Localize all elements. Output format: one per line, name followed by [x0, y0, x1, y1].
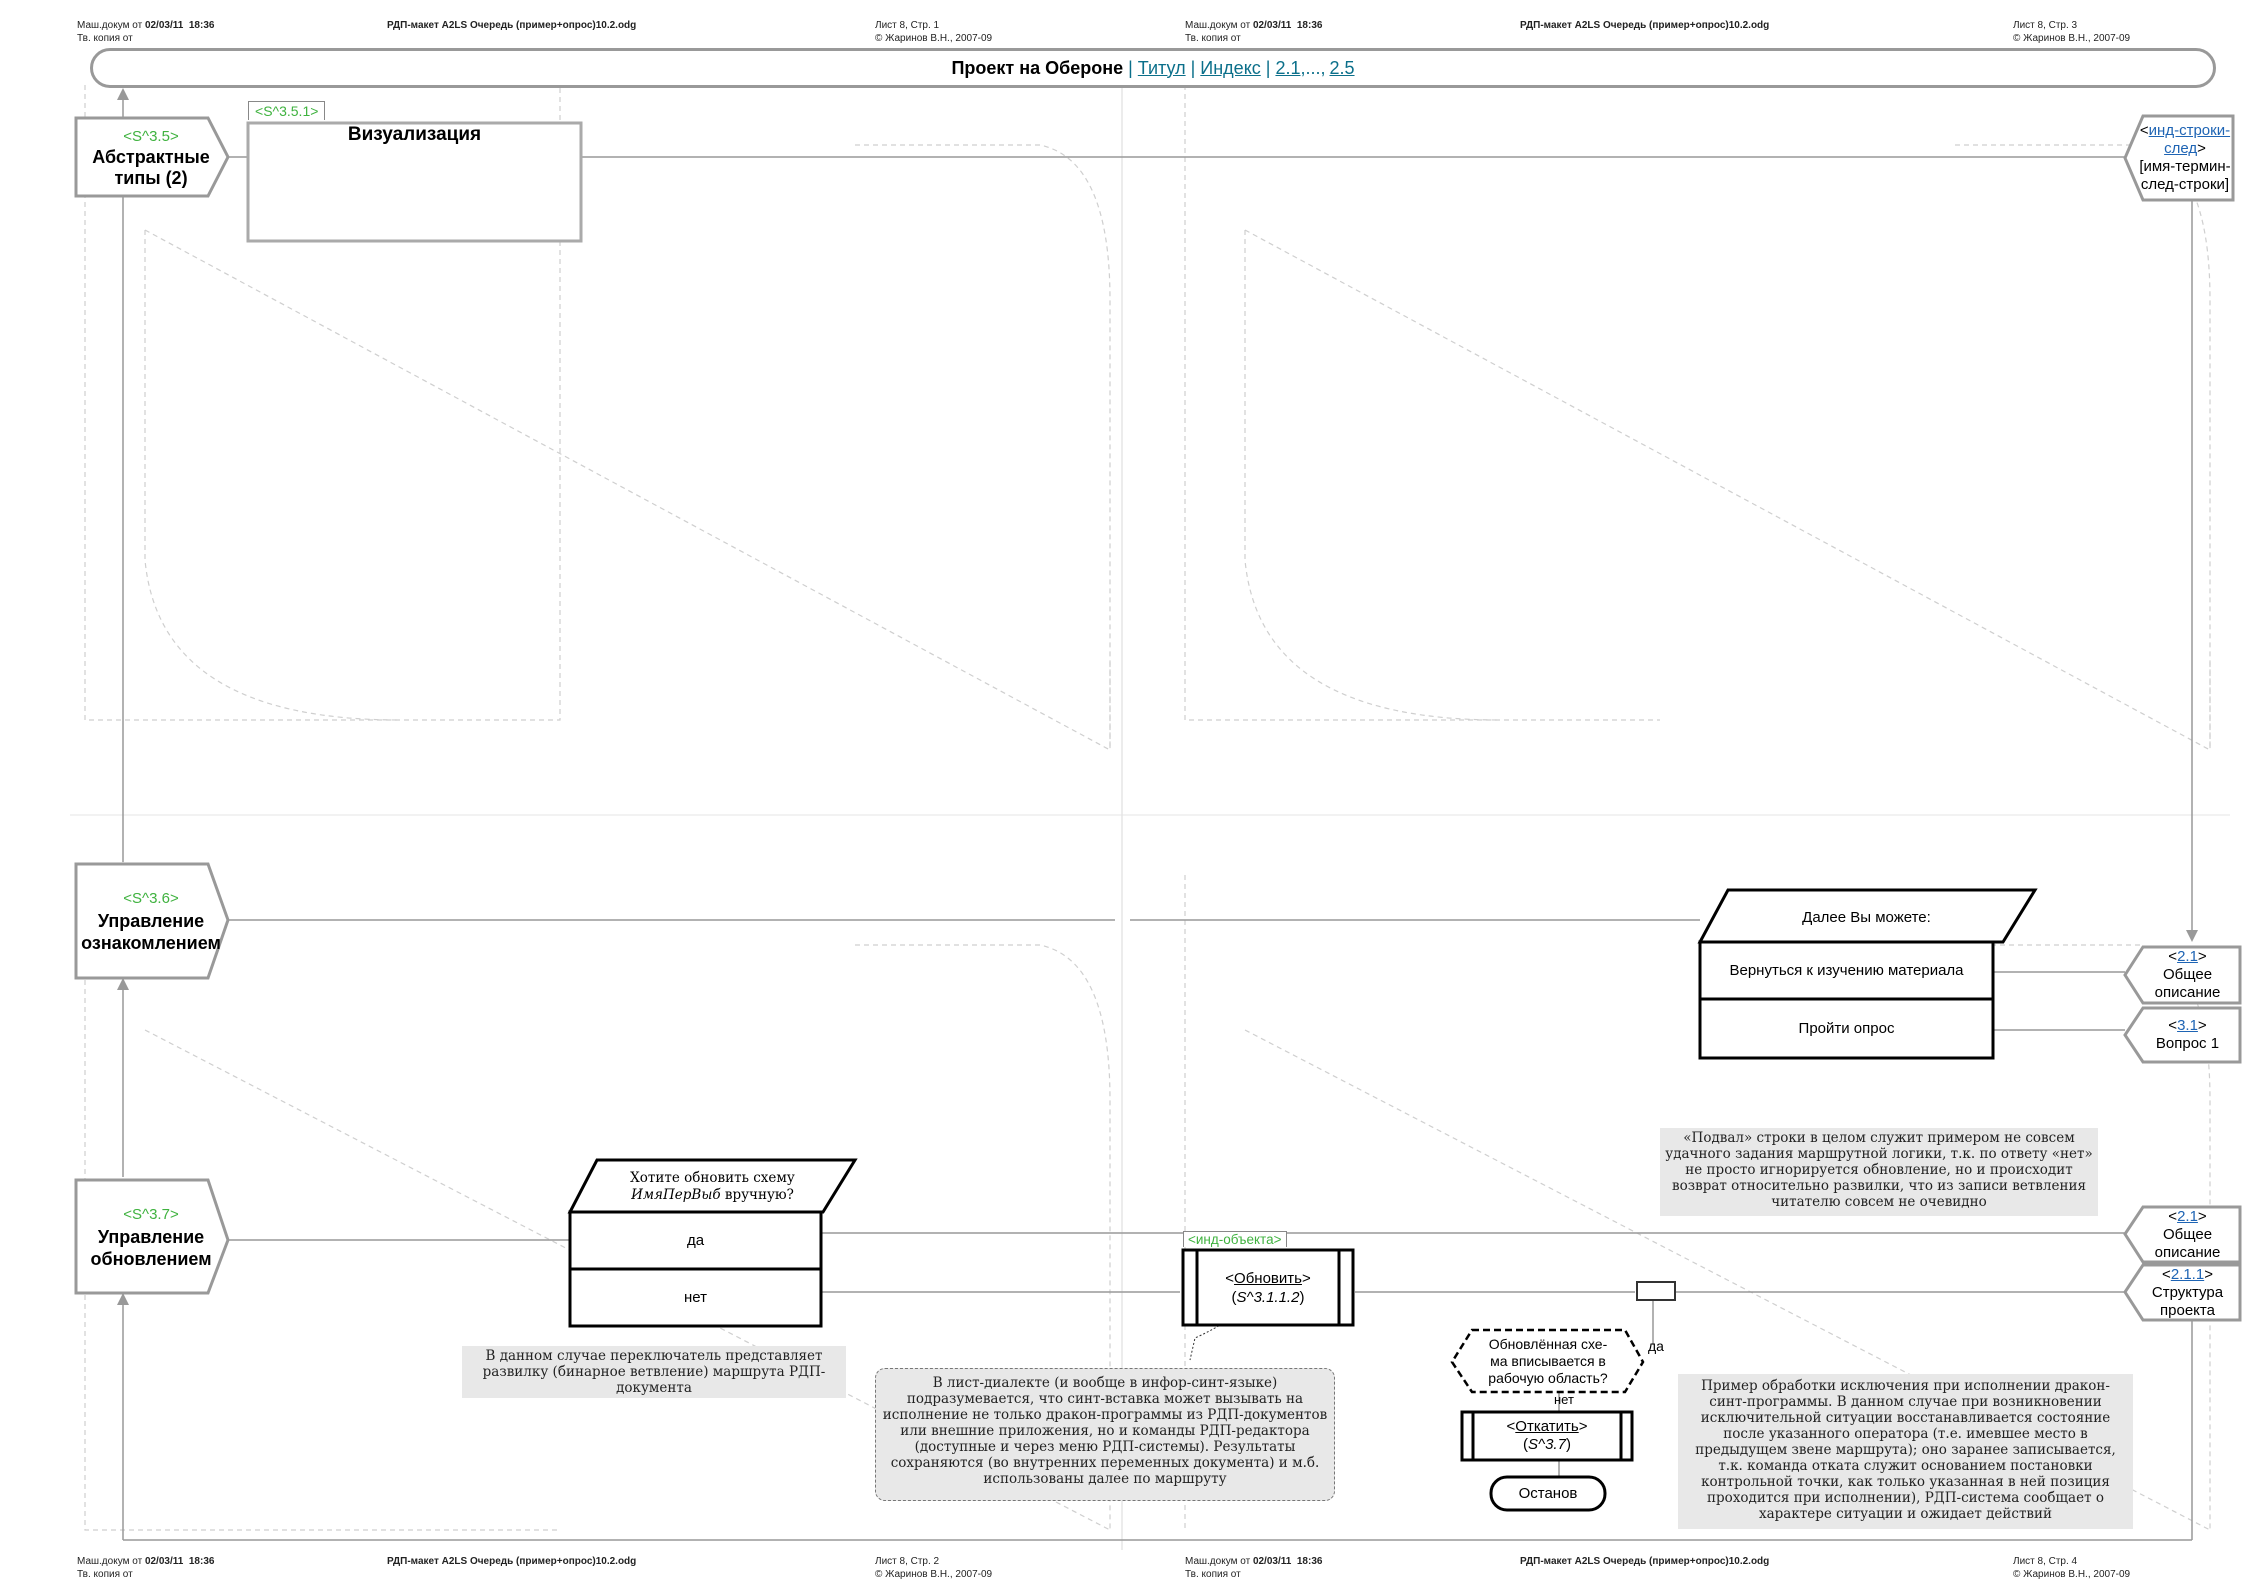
footer-left: Маш.докум от 02/03/11 18:36 Тв. копия от	[77, 1556, 215, 1580]
rollback-action[interactable]: <Откатить> (S^3.7)	[1506, 1418, 1588, 1453]
page-title: Проект на Обероне	[951, 57, 1124, 78]
header-top-mid: Маш.докум от 02/03/11 18:36 Тв. копия от	[1185, 20, 1323, 44]
footer-file-2: РДП-макет A2LS Очередь (пример+опрос)10.2.odg	[387, 1556, 637, 1567]
check-fit-question: Обновлённая схе- ма вписывается в рабочую область?	[1488, 1335, 1608, 1386]
title-bar: Проект на Обероне | Титул | Индекс | 2.1 ,..., 2.5	[90, 48, 2216, 88]
nav-familiarization[interactable]: <S^3.6> Управление ознакомлением	[81, 890, 221, 953]
header-file-1: РДП-макет A2LS Очередь (пример+опрос)10.2.odg	[387, 20, 637, 31]
footer-sheet-4: Лист 8, Стр. 4 © Жаринов В.Н., 2007-09	[2013, 1556, 2131, 1580]
question-yes[interactable]: да	[686, 1232, 705, 1249]
nav-question-1[interactable]: <3.1> Вопрос 1	[2155, 1017, 2220, 1052]
vis-tag: <S^3.5.1>	[248, 101, 325, 120]
switch-note: В данном случае переключатель представляет развилку (бинарное ветвление) маршрута РДП-документа	[462, 1346, 846, 1398]
footer-note: «Подвал» строки в целом служит примером не совсем удачного задания маршрутной логики, т.к. по ответу «нет» не просто игнорируется обновление, но и происходит возврат относительно развилки, что из записи ветвления читателю совсем не очевидно	[1660, 1128, 2098, 1216]
question-header: Хотите обновить схему ИмяПерВыб вручную?	[630, 1170, 795, 1203]
header-top-left: Маш.докум от 02/03/11 18:36 Тв. копия от	[77, 20, 215, 44]
footer-mid: Маш.докум от 02/03/11 18:36 Тв. копия от	[1185, 1556, 1323, 1580]
stop-terminator: Останов	[1518, 1485, 1578, 1502]
vis-title: Визуализация	[347, 124, 482, 145]
footer-sheet-2: Лист 8, Стр. 2 © Жаринов В.Н., 2007-09	[875, 1556, 993, 1580]
link-2-1[interactable]: 2.1	[1275, 57, 1301, 78]
nav-abstract-types[interactable]: <S^3.5> Абстрактные типы (2)	[92, 127, 210, 188]
footer-file-4: РДП-макет A2LS Очередь (пример+опрос)10.2.odg	[1520, 1556, 1770, 1567]
check-no-label: нет	[1554, 1392, 1574, 1407]
question-no[interactable]: нет	[684, 1289, 707, 1306]
link-titul[interactable]: Титул	[1137, 57, 1186, 78]
menu-item-study[interactable]: Вернуться к изучению материала	[1729, 962, 1964, 979]
nav-next-row[interactable]: <инд-строки- след> [имя-термин- след-строки]	[2139, 122, 2231, 193]
link-2-5[interactable]: 2.5	[1329, 57, 1355, 78]
header-sheet-1: Лист 8, Стр. 1 © Жаринов В.Н., 2007-09	[875, 20, 993, 44]
header-sheet-3: Лист 8, Стр. 3 © Жаринов В.Н., 2007-09	[2013, 20, 2131, 44]
nav-update[interactable]: <S^3.7> Управление обновлением	[90, 1205, 212, 1269]
menu-item-quiz[interactable]: Пройти опрос	[1798, 1020, 1895, 1037]
update-action[interactable]: <Обновить> (S^3.1.1.2)	[1225, 1269, 1311, 1306]
dialect-note: В лист-диалекте (и вообще в инфор-синт-языке) подразумевается, что синт-вставка может вызывать на исполнение не только дракон-программы из РДП-документов или внешние приложения, но и команды РДП-редактора (доступные и через меню РДП-системы). Результаты сохраняются (во внутренних переменных документа) и м.б. использованы далее по маршруту	[875, 1368, 1335, 1501]
nav-overview-1[interactable]: <2.1> Общее описание	[2154, 948, 2221, 1001]
header-file-3: РДП-макет A2LS Очередь (пример+опрос)10.2.odg	[1520, 20, 1770, 31]
nav-project-structure[interactable]: <2.1.1> Структура проекта	[2151, 1265, 2224, 1319]
update-tag: <инд-объекта>	[1183, 1231, 1287, 1247]
nav-overview-2[interactable]: <2.1> Общее описание	[2154, 1207, 2221, 1261]
menu-header: Далее Вы можете:	[1802, 908, 1931, 926]
check-yes-label: да	[1648, 1338, 1664, 1354]
exception-note: Пример обработки исключения при исполнении дракон-синт-программы. В данном случае при возникновении исключительной ситуации восстанавливается состояние после указанного оператора (т.е. имевшее место в предыдущем звене маршрута); оно заранее записывается, т.к. команда отката служит основанием постановки контрольной точки, как только указанная в ней позиция проходится при исполнении), РДП-система сообщает о характере ситуации и ожидает действий	[1678, 1374, 2133, 1529]
link-index[interactable]: Индекс	[1200, 57, 1261, 78]
